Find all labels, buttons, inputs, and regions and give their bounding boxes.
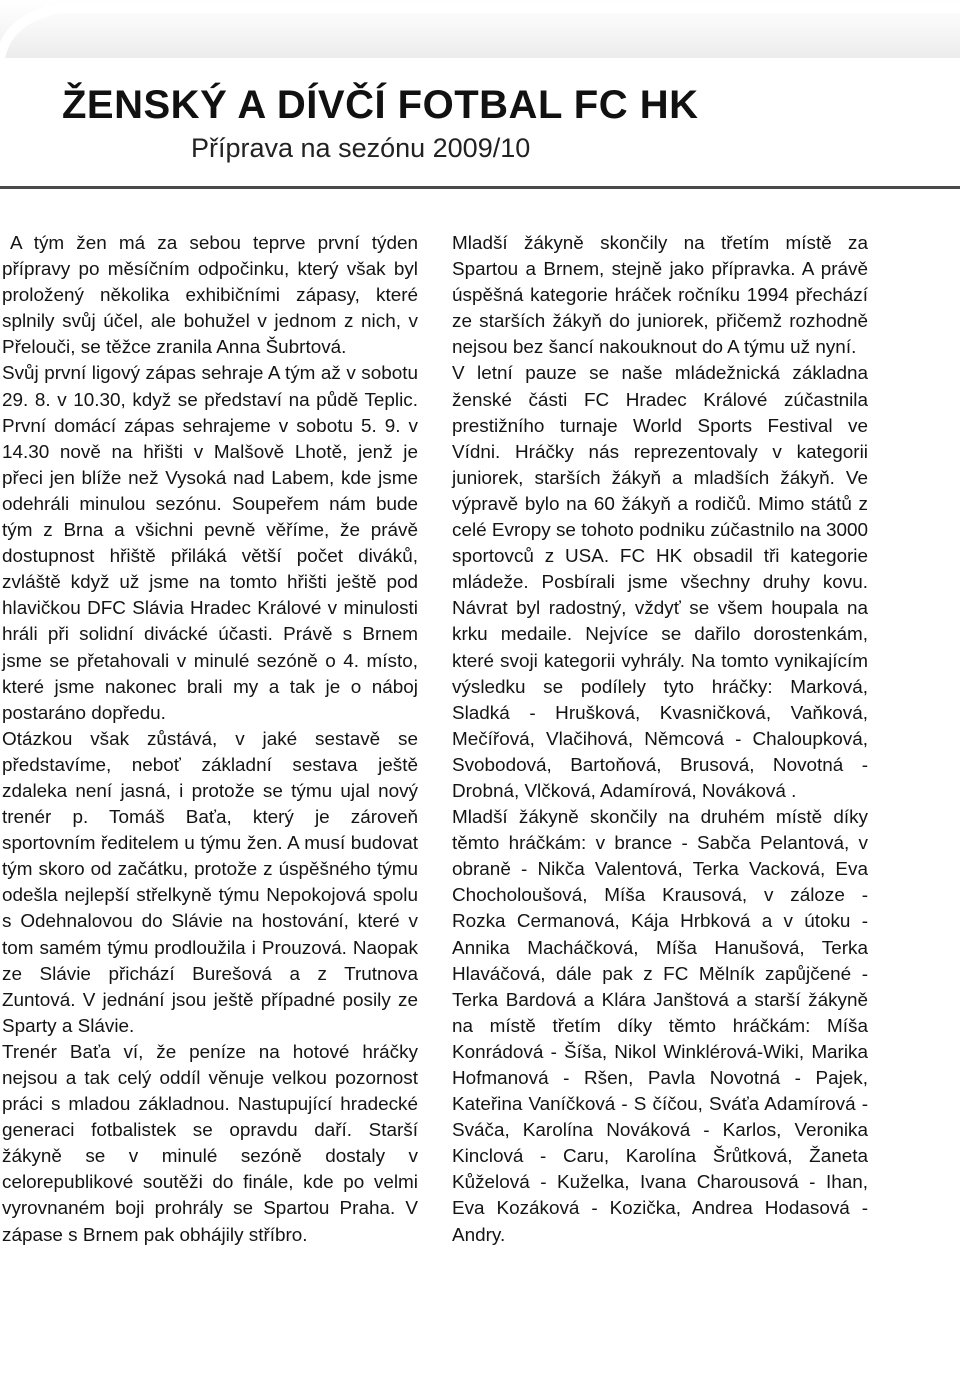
paragraph: Otázkou však zůstává, v jaké sestavě se představíme, neboť základní sestava ještě zdaleka není jasná, i protože se týmu ujal nový trenér p. Tomáš Baťa, který je zároveň sportovním ředitelem u týmu žen. A musí budovat tým skoro od začátku, protože z úspěšného týmu odešla nejlepší střelkyně týmu Nepokojová spolu s Odehnalovou do Slávie na hostování, které v tom samém týmu prodloužila i Prouzová. Naopak ze Slávie přichází Burešová a z Trutnova Zuntová. V jednání jsou ještě případné posily ze Sparty a Slávie. xyxy=(2,728,418,1037)
paragraph: Mladší žákyně skončily na třetím místě za Spartou a Brnem, stejně jako přípravka. A právě úspěšná kategorie hráček ročníku 1994 přechází ze starších žákyň do juniorek, přičemž rozhodně nejsou bez šancí nakouknout do A týmu už nyní. xyxy=(452,233,868,359)
paragraph: Mladší žákyně skončily na druhém místě díky těmto hráčkám: v brance - Sabča Pelantová, v obraně - Nikča Valentová, Terka Vacková, Eva Chocholoušová, Míša Krausová, v záloze - Rozka Cermanová, Kája Hrbková a v útoku - Annika Macháčková, Míša Hanušová, Terka Hlaváčová, dále pak z FC Mělník zapůjčené - Terka Bardová a Klára Janštová a starší žákyně na místě třetím díky těmto hráčkám: Míša Konrádová - Šíša, Nikol Winklérová-Wiki, Marika Hofmanová - Ršen, Pavla Novotná - Pajek, Kateřina Vaníčková - S číčou, Sváťa Adamírová - Sváča, Karolína Nováková - Karlos, Veronika Kinclová - Caru, Karolína Šrůtková, Žaneta Kůželová - Kuželka, Ivana Charousová - Ihan, Eva Kozáková - Kozička, Andrea Hodasová - Andry. xyxy=(452,807,868,1246)
paragraph: Trenér Baťa ví, že peníze na hotové hráčky nejsou a tak celý oddíl věnuje velkou pozornost práci s mladou základnou. Nastupující hradecké generaci fotbalistek se opravdu daří. Starší žákyně se v minulé sezóně dostaly v celorepublikové soutěži do finále, kde po velmi vyrovnaném boji prohrály se Spartou Praha. V zápase s Brnem pak obhájily stříbro. xyxy=(2,1041,418,1246)
article-column-left xyxy=(2,231,418,1249)
page-subtitle: Příprava na sezónu 2009/10 xyxy=(191,133,531,163)
decorative-corner-curve xyxy=(0,0,960,70)
paragraph: Svůj první ligový zápas sehraje A tým až v sobotu 29. 8. v 10.30, když se představí na půdě Teplic. První domácí zápas sehrajeme v sobotu 5. 9. v 14.30 nově na hřišti v Malšově Lhotě, jenž je přeci jen blíže než Vysoká nad Labem, kde jsme odehráli minulou sezónu. Soupeřem nám bude tým z Brna a všichni pevně věříme, že právě dostupnost hřiště přiláká větší počet diváků, zvláště když už jsme na tomto hřišti ještě pod hlavičkou DFC Slávia Hradec Králové v minulosti hráli při solidní divácké účasti. Právě s Brnem jsme se přetahovali v minulé sezóně o 4. místo, které jsme nakonec brali my a tak je o náboj postaráno dopředu. xyxy=(2,363,418,724)
paragraph: A tým žen má za sebou teprve první týden přípravy po měsíčním odpočinku, který však byl proložený několika exhibičními zápasy, které splnily svůj účel, ale bohužel v jednom z nich, v Přelouči, se těžce zranila Anna Šubrtová. xyxy=(2,233,418,359)
page-title: ŽENSKÝ A DÍVČÍ FOTBAL FC HK xyxy=(62,83,699,127)
article-column-right xyxy=(452,231,868,1249)
paragraph: V letní pauze se naše mládežnická základna ženské části FC Hradec Králové zúčastnila prestižního turnaje World Sports Festival ve Vídni. Hráčky nás reprezentovaly v kategorii juniorek, starších žákyň a mladších žákyň. Ve výpravě bylo na 60 žákyň a rodičů. Mimo států z celé Evropy se tohoto podniku zúčastnilo na 3000 sportovců z USA. FC HK obsadil tři kategorie mládeže. Posbírali jsme všechny druhy kovu. Návrat byl radostný, vždyť se všem houpala na krku medaile. Nejvíce se dařilo dorostenkám, které svoji kategorii vyhrály. Na tomto vynikajícím výsledku se podílely tyto hráčky: Marková, Sladká - Hrušková, Kvasničková, Vaňková, Mečířová, Vlačihová, Němcová - Chaloupková, Svobodová, Bartoňová, Brusová, Novotná - Drobná, Vlčková, Adamírová, Nováková . xyxy=(452,363,868,802)
header-divider xyxy=(0,186,960,189)
